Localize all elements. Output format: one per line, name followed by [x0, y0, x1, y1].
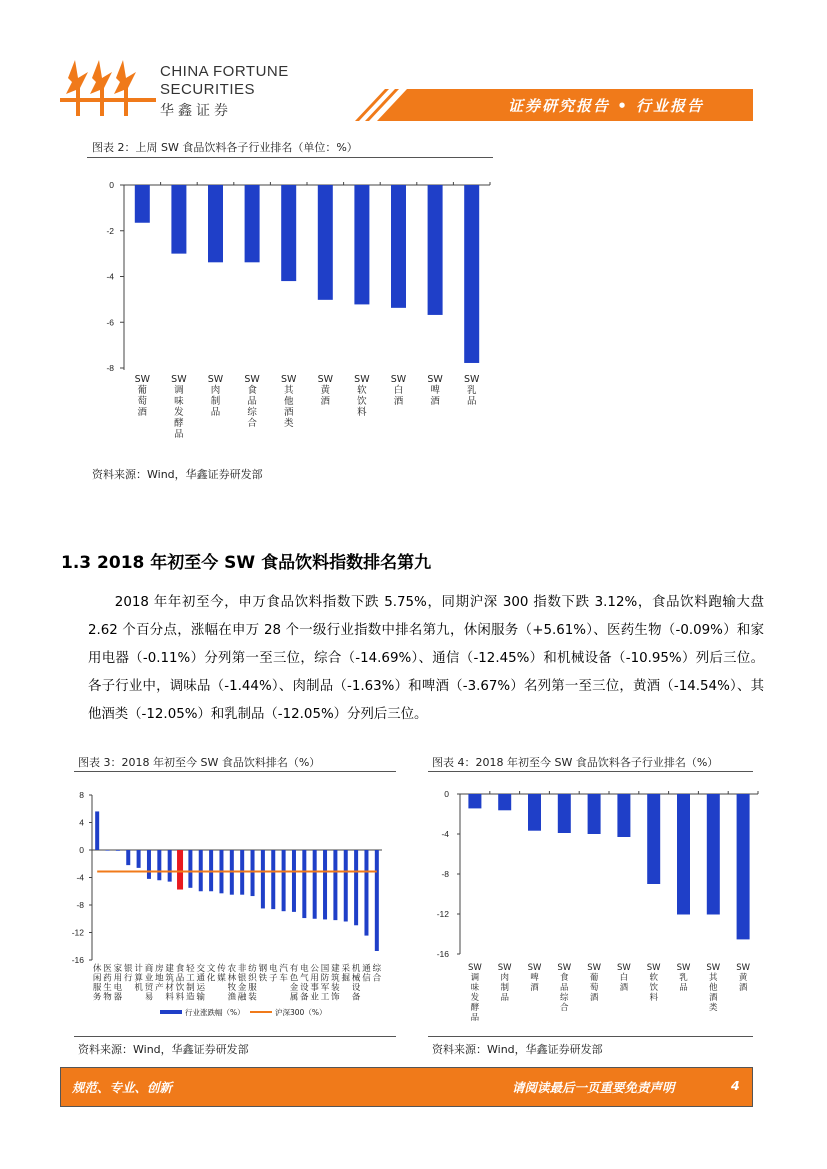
- figure2-chart: [87, 165, 507, 455]
- category-label: SW 啤酒: [427, 374, 443, 407]
- category-label: 建筑装饰: [331, 964, 340, 1003]
- category-label: SW 软饮料: [646, 963, 661, 1003]
- figure2-source: 资料来源：Wind，华鑫证券研发部: [92, 468, 263, 481]
- category-label: 商业贸易: [144, 964, 154, 1003]
- bar: [391, 185, 406, 308]
- bar: [364, 850, 368, 936]
- bar: [106, 850, 110, 851]
- company-name-cn: 华鑫证券: [160, 103, 232, 119]
- bar: [282, 850, 286, 911]
- category-label: 银行: [123, 964, 133, 984]
- category-label: SW 肉制品: [207, 374, 224, 418]
- category-label: 医药生物: [103, 964, 112, 1003]
- figure3-chart: [71, 785, 398, 1025]
- bar: [468, 794, 481, 808]
- legend-bar-label: 行业涨跌幅（%）: [185, 1008, 245, 1017]
- category-label: 文化: [206, 964, 216, 984]
- footer-motto: 规范、专业、创新: [72, 1080, 173, 1095]
- category-label: SW 其他酒类: [706, 963, 721, 1013]
- bar: [464, 185, 479, 363]
- y-tick-label: -8: [441, 869, 449, 879]
- y-tick-label: 0: [79, 845, 84, 855]
- company-name-en-1: CHINA FORTUNE: [160, 63, 289, 80]
- bar: [428, 185, 443, 315]
- y-tick-label: -4: [441, 829, 449, 839]
- category-label: SW 葡萄酒: [587, 963, 602, 1003]
- bar: [354, 850, 358, 925]
- page-number: 4: [731, 1078, 740, 1093]
- category-label: 家用电器: [113, 964, 123, 1003]
- figure3-rule: [74, 771, 396, 772]
- section-title: 1.3 2018 年初至今 SW 食品饮料指数排名第九: [61, 553, 432, 573]
- category-label: SW 调味发酵品: [467, 963, 482, 1023]
- bar: [292, 850, 296, 912]
- footer-disclaimer: 请阅读最后一页重要免责声明: [512, 1080, 675, 1095]
- figure4-chart: [428, 783, 758, 1031]
- bar: [318, 185, 333, 300]
- y-tick-label: -2: [106, 225, 114, 236]
- bar: [498, 794, 511, 810]
- category-label: SW 白酒: [390, 374, 407, 407]
- category-label: 有色金属: [289, 964, 299, 1003]
- bar: [354, 185, 369, 304]
- bar: [157, 850, 161, 880]
- bar: [168, 850, 172, 882]
- legend-line-label: 沪深300（%）: [275, 1008, 327, 1017]
- y-tick-label: -12: [436, 909, 449, 919]
- category-label: 食品饮料: [175, 964, 185, 1003]
- category-label: SW 乳品: [676, 963, 691, 993]
- bar: [333, 850, 337, 920]
- category-label: SW 黄酒: [736, 963, 751, 993]
- y-tick-label: 0: [109, 180, 114, 190]
- figure4-caption: 图表 4：2018 年初至今 SW 食品饮料各子行业排名（%）: [432, 756, 719, 769]
- category-label: 房地产: [155, 964, 164, 993]
- bar: [313, 850, 317, 919]
- category-label: SW 食品综合: [557, 963, 572, 1013]
- figure3-bottom-rule: [74, 1036, 396, 1037]
- category-label: 纺织服装: [248, 964, 257, 1003]
- y-tick-label: 4: [79, 817, 84, 828]
- bar: [617, 794, 630, 837]
- bar: [116, 850, 120, 851]
- y-tick-label: -16: [71, 955, 84, 965]
- figure4-rule: [428, 771, 753, 772]
- category-label: SW 葡萄酒: [134, 374, 151, 418]
- bar: [126, 850, 130, 865]
- bar: [302, 850, 306, 918]
- bar: [271, 850, 275, 909]
- bar: [245, 185, 260, 262]
- bar: [558, 794, 571, 833]
- category-label: 汽车: [279, 964, 288, 984]
- category-label: 通信: [362, 964, 371, 984]
- bar: [188, 850, 192, 888]
- y-tick-label: -8: [106, 363, 114, 373]
- bar: [135, 185, 150, 223]
- bar: [208, 185, 223, 262]
- bar: [323, 850, 327, 919]
- category-label: SW 啤酒: [527, 963, 542, 993]
- category-label: 采掘: [341, 964, 351, 984]
- category-label: 非银金融: [237, 964, 247, 1003]
- category-label: SW 软饮料: [354, 374, 370, 418]
- figure3-caption: 图表 3：2018 年初至今 SW 食品饮料排名（%）: [78, 756, 321, 769]
- bar: [375, 850, 379, 951]
- bar: [737, 794, 750, 939]
- category-label: 国防军工: [320, 964, 330, 1003]
- category-label: 电子: [268, 964, 278, 984]
- category-label: SW 肉制品: [497, 963, 512, 1003]
- company-logo: [58, 58, 158, 122]
- company-name-en-2: SECURITIES: [160, 81, 256, 98]
- category-label: 传媒: [217, 964, 226, 984]
- section-paragraph: 2018 年年初至今，申万食品饮料指数下跌 5.75%，同期沪深 300 指数下跌 3.12%，食品饮料跑输大盘 2.62 个百分点，涨幅在申万 28 个一级行业指数中排名第九，休闲服务（+5.61%）、医药生物（-0.09%）和家用电器（-0.11%）分列第一至三位，综合（-14.69%）、通信（-12.45%）和机械设备（-10.95%）列后三位。各子行业中，调味品（-1.44%）、肉制品（-1.63%）和啤酒（-3.67%）名列第一至三位，黄酒（-14.54%）、其他酒类（-12.05%）和乳制品（-12.05%）分列后三位。: [88, 595, 764, 722]
- report-type-label: 证券研究报告 • 行业报告: [508, 97, 705, 115]
- y-tick-label: -12: [71, 927, 84, 938]
- category-label: 农林牧渔: [227, 964, 237, 1003]
- figure2-rule: [87, 157, 493, 158]
- y-tick-label: 8: [79, 790, 84, 800]
- bar: [137, 850, 141, 868]
- category-label: SW 白酒: [616, 963, 631, 993]
- figure2-caption: 图表 2：上周 SW 食品饮料各子行业排名（单位：%）: [92, 141, 358, 154]
- category-label: 建筑材料: [165, 964, 174, 1003]
- figure4-source: 资料来源：Wind，华鑫证券研发部: [432, 1043, 603, 1056]
- category-label: 钢铁: [258, 964, 268, 984]
- category-label: SW 调味发酵品: [171, 374, 187, 440]
- bar: [171, 185, 186, 254]
- category-label: SW 食品综合: [244, 374, 260, 429]
- bar: [707, 794, 720, 915]
- y-tick-label: -6: [106, 317, 114, 328]
- category-label: 公用事业: [310, 964, 319, 1003]
- category-label: SW 其他酒类: [280, 374, 297, 429]
- bar: [647, 794, 660, 884]
- figure3-source: 资料来源：Wind，华鑫证券研发部: [78, 1043, 249, 1056]
- y-tick-label: -8: [76, 900, 84, 910]
- y-tick-label: -4: [106, 271, 114, 282]
- bar: [528, 794, 541, 831]
- category-label: 休闲服务: [92, 964, 102, 1003]
- figure4-bottom-rule: [428, 1036, 753, 1037]
- bar: [261, 850, 265, 908]
- category-label: 计算机: [134, 964, 143, 993]
- category-label: 轻工制造: [186, 964, 195, 1003]
- category-label: 综合: [372, 964, 382, 984]
- category-label: SW 黄酒: [317, 374, 334, 407]
- y-tick-label: 0: [444, 789, 449, 799]
- bar: [147, 850, 151, 879]
- highlight-bar: [177, 850, 183, 890]
- bar: [95, 811, 99, 850]
- bar: [281, 185, 296, 281]
- category-label: 机械设备: [351, 964, 361, 1003]
- y-tick-label: -4: [76, 872, 84, 883]
- y-tick-label: -16: [436, 949, 449, 959]
- bar: [588, 794, 601, 834]
- category-label: SW 乳品: [463, 374, 480, 407]
- bar: [677, 794, 690, 915]
- bar: [251, 850, 255, 896]
- category-label: 电气设备: [300, 964, 309, 1003]
- category-label: 交通运输: [196, 964, 206, 1003]
- legend-bar-swatch: [160, 1010, 182, 1014]
- bar: [344, 850, 348, 922]
